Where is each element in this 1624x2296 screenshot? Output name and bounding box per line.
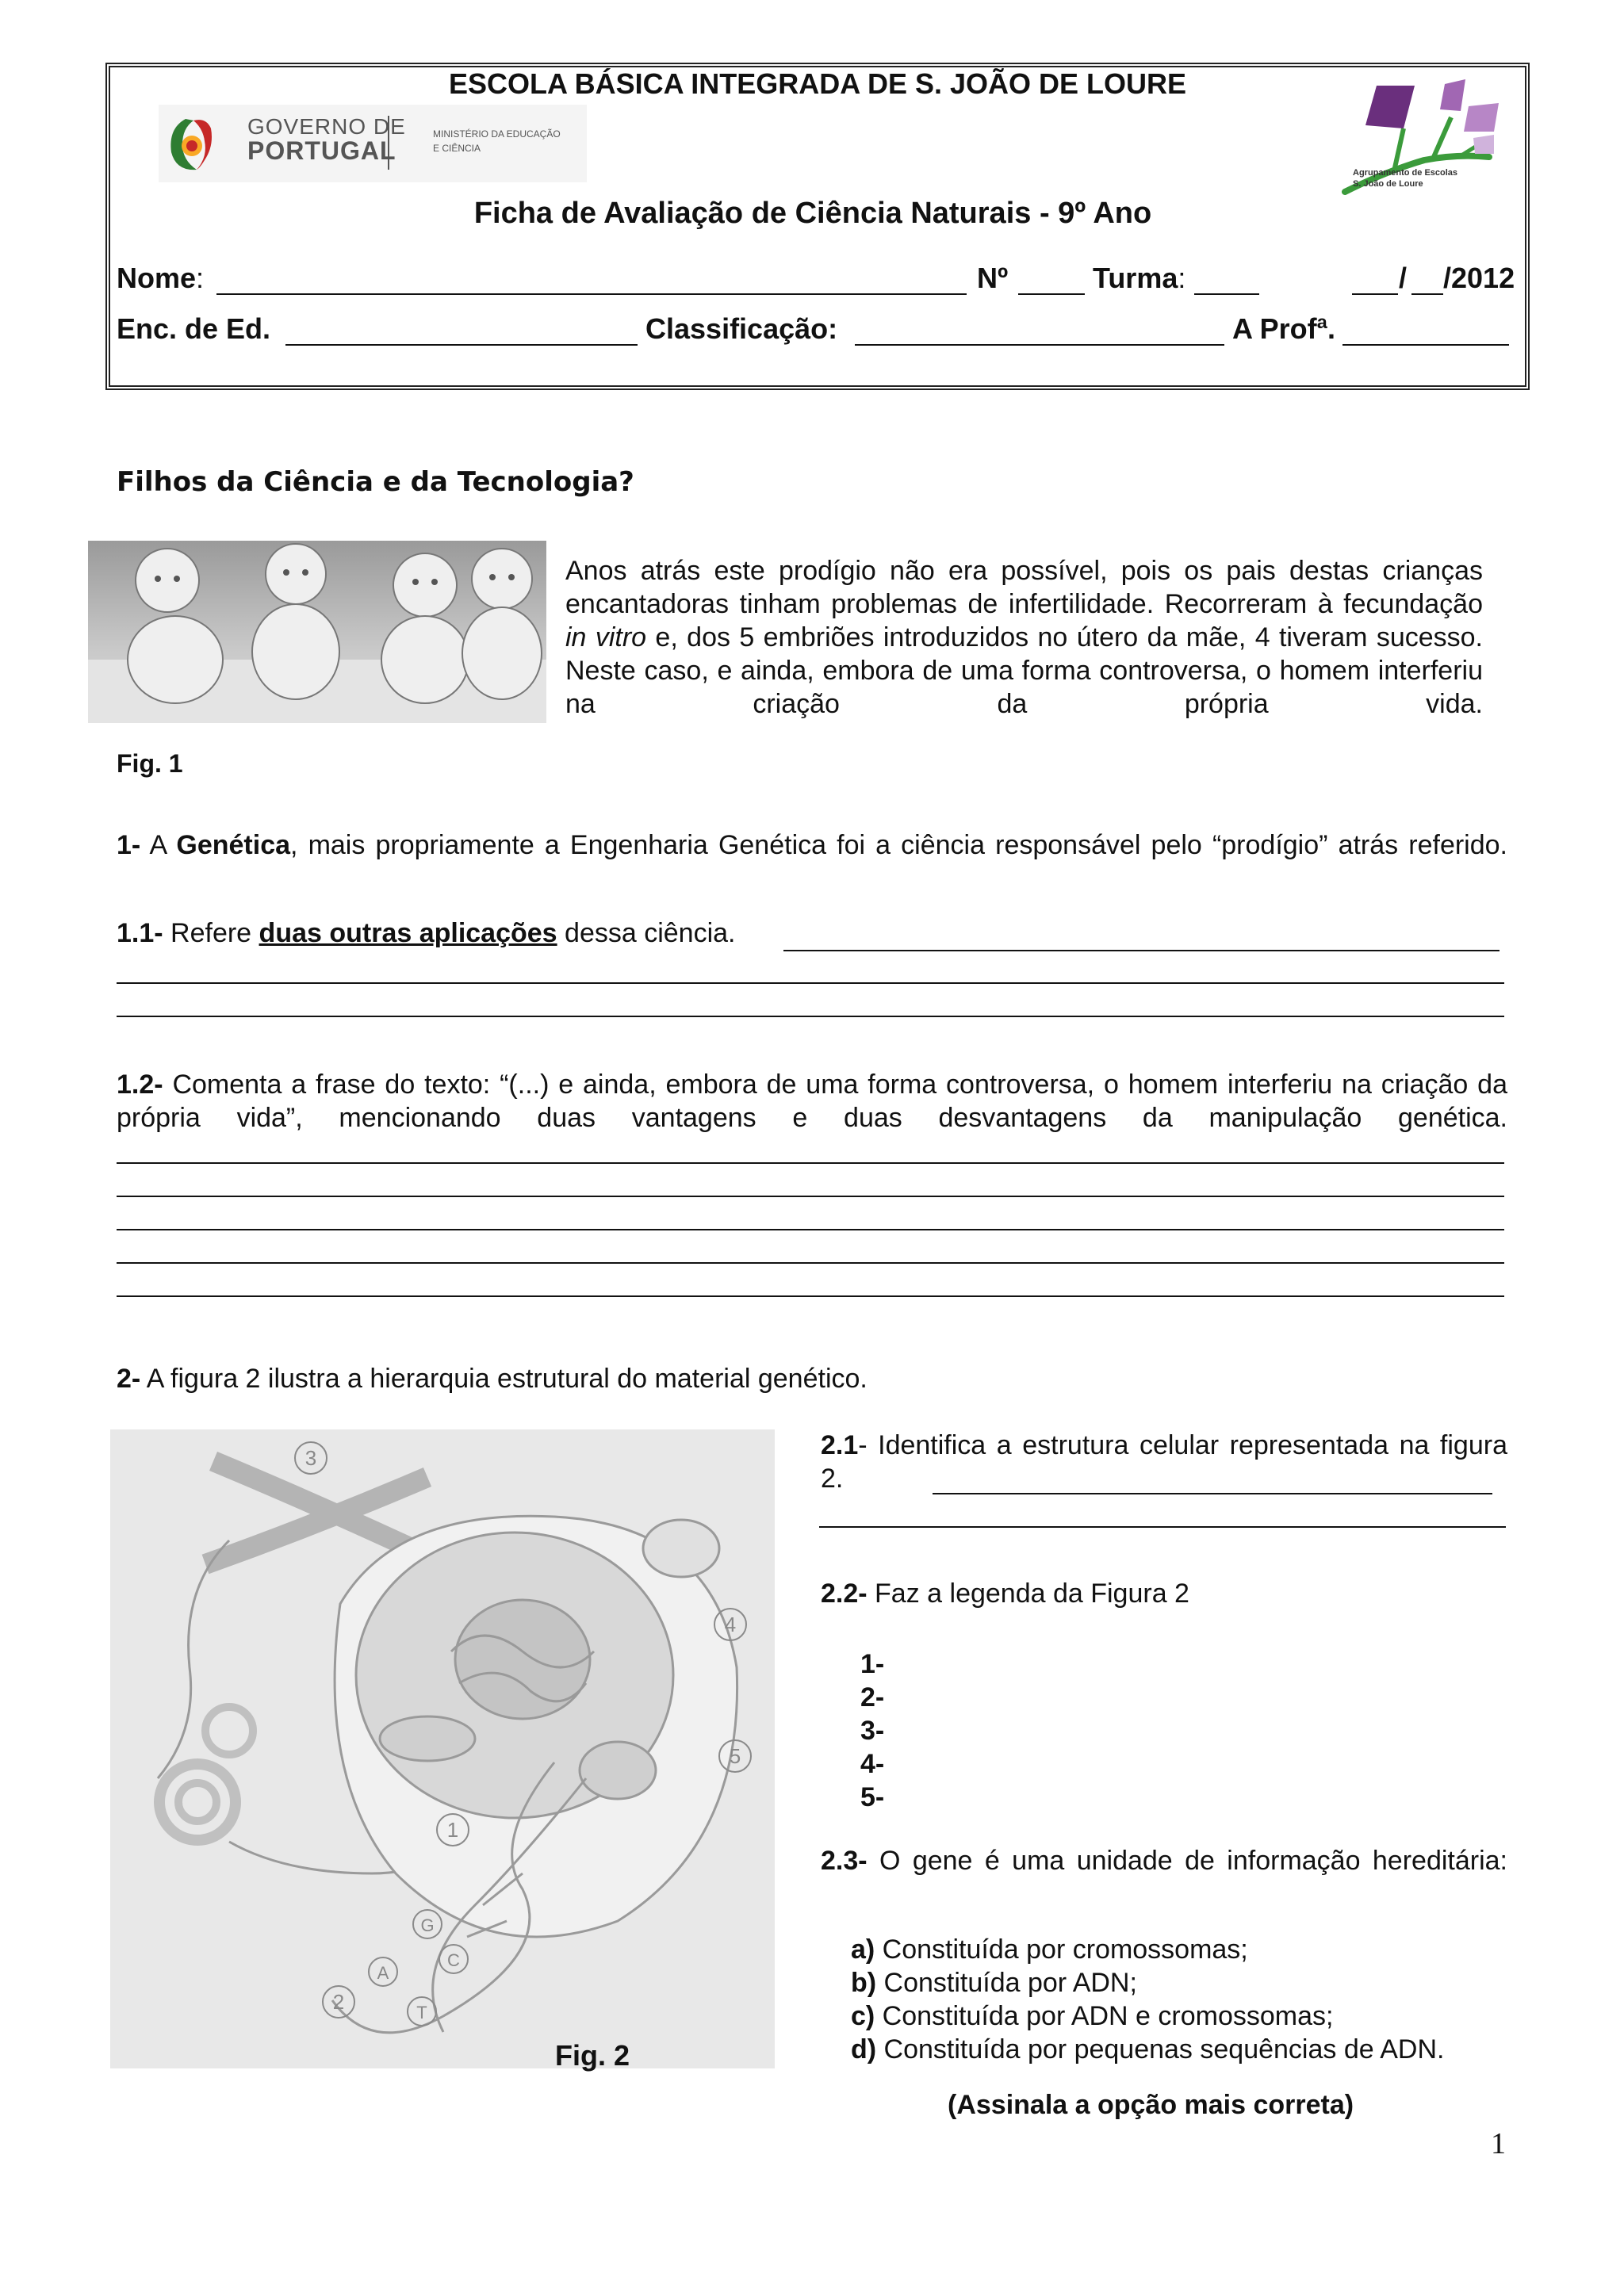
worksheet-title: Ficha de Avaliação de Ciência Naturais - 9º Ano	[473, 197, 1152, 230]
fig2-label-1: 1	[446, 1818, 459, 1842]
babies-photo-icon	[88, 541, 546, 723]
intro-paragraph: Anos atrás este prodígio não era possível, pois os pais destas crianças encantadoras tinham problemas de infertilidade. Recorreram à fecundação in vitro e, dos 5 embriões introduzidos no útero da mãe, 4 tiveram sucesso. Neste caso, e ainda, embora de uma forma controversa, o homem interferiu na criação da própria vida.	[565, 556, 1483, 719]
class-label-wrap	[1093, 262, 1185, 295]
section-title: Filhos da Ciência e da Tecnologia?	[117, 466, 634, 498]
date-slash: /	[1399, 262, 1408, 294]
answer-line-1-1-c[interactable]	[117, 1016, 1504, 1017]
fig2-base-a: A	[377, 1963, 389, 1983]
fig2-label-5: 5	[729, 1744, 741, 1768]
number-label: Nº	[977, 262, 1009, 294]
answer-line-1-2-a[interactable]	[117, 1162, 1504, 1164]
ministry-line1: MINISTÉRIO DA EDUCAÇÃO	[433, 128, 561, 140]
answer-line-1-1-a[interactable]	[783, 950, 1500, 951]
answer-line-1-2-c[interactable]	[117, 1229, 1504, 1230]
fig2-base-t: T	[416, 2003, 427, 2022]
figure2-cell-diagram	[110, 1429, 775, 2068]
teacher-label: A Profª.	[1232, 312, 1335, 345]
page-number: 1	[1491, 2127, 1506, 2160]
school-logo-line2: S. João de Loure	[1353, 179, 1423, 189]
class-label: Turma	[1093, 262, 1178, 294]
cell-diagram-icon	[110, 1429, 775, 2068]
figure1-caption: Fig. 1	[117, 749, 183, 778]
legend-item-3: 3-	[860, 1716, 885, 1746]
answer-line-2-1-a[interactable]	[933, 1493, 1492, 1494]
fig2-base-g: G	[420, 1915, 435, 1935]
option-b[interactable]: b) Constituída por ADN;	[851, 1968, 1137, 1998]
option-a[interactable]: a) Constituída por cromossomas;	[851, 1934, 1248, 1965]
question-2-2: 2.2- Faz a legenda da Figura 2	[821, 1578, 1189, 1609]
number-field[interactable]	[1018, 293, 1085, 295]
answer-line-1-2-e[interactable]	[117, 1295, 1504, 1297]
answer-line-1-2-d[interactable]	[117, 1262, 1504, 1264]
legend-item-2: 2-	[860, 1682, 885, 1712]
intro-italic: in vitro	[565, 622, 647, 652]
legend-item-5: 5-	[860, 1782, 885, 1812]
question-1-1: 1.1- Refere duas outras aplicações dessa ciência.	[117, 918, 736, 948]
date-day-field[interactable]	[1352, 293, 1398, 295]
fig2-label-4: 4	[724, 1613, 737, 1636]
header-row-name	[117, 262, 204, 295]
guardian-field[interactable]	[285, 344, 638, 346]
question-1: 1- A Genética, mais propriamente a Engenharia Genética foi a ciência responsável pelo “prodígio” atrás referido.	[117, 830, 1507, 860]
legend-item-4: 4-	[860, 1749, 885, 1779]
date-year: /2012	[1443, 262, 1515, 294]
gov-logo-line1: GOVERNO DE	[247, 114, 406, 139]
class-field[interactable]	[1194, 293, 1259, 295]
guardian-label: Enc. de Ed.	[117, 312, 271, 345]
school-name: ESCOLA BÁSICA INTEGRADA DE S. JOÃO DE LOURE	[448, 67, 1187, 100]
option-d[interactable]: d) Constituída por pequenas sequências de ADN.	[851, 2034, 1445, 2064]
fig2-label-2: 2	[332, 1990, 345, 2014]
class-colon: :	[1178, 262, 1186, 294]
grade-label: Classificação:	[645, 312, 838, 345]
school-logo-line1: Agrupamento de Escolas	[1353, 168, 1458, 178]
name-field[interactable]	[216, 293, 967, 295]
name-colon: :	[196, 262, 205, 294]
question-1-2: 1.2- Comenta a frase do texto: “(...) e ainda, embora de uma forma controversa, o homem interferiu na criação da própria vida”, mencionando duas vantagens e duas desvantagens da manipulação genética.	[117, 1070, 1507, 1133]
question-2-1: 2.1- Identifica a estrutura celular representada na figura 2.	[821, 1430, 1507, 1494]
figure2-caption: Fig. 2	[555, 2039, 630, 2072]
question-2-3: 2.3- O gene é uma unidade de informação hereditária:	[821, 1846, 1507, 1876]
grade-field[interactable]	[855, 344, 1224, 346]
answer-line-2-1-b[interactable]	[819, 1526, 1506, 1528]
teacher-field[interactable]	[1342, 344, 1509, 346]
babies-photo	[88, 541, 546, 723]
ministry-line2: E CIÊNCIA	[433, 143, 481, 154]
fig2-label-3: 3	[304, 1446, 317, 1470]
date-month-field[interactable]	[1411, 293, 1443, 295]
name-label: Nome	[117, 262, 197, 294]
question-2: 2- A figura 2 ilustra a hierarquia estrutural do material genético.	[117, 1364, 868, 1394]
legend-item-1: 1-	[860, 1649, 885, 1679]
answer-line-1-2-b[interactable]	[117, 1196, 1504, 1197]
instruction-text: (Assinala a opção mais correta)	[948, 2090, 1354, 2120]
fig2-base-c: C	[447, 1950, 460, 1970]
option-c[interactable]: c) Constituída por ADN e cromossomas;	[851, 2001, 1334, 2031]
gov-logo-line2: PORTUGAL	[247, 136, 396, 165]
answer-line-1-1-b[interactable]	[117, 982, 1504, 984]
